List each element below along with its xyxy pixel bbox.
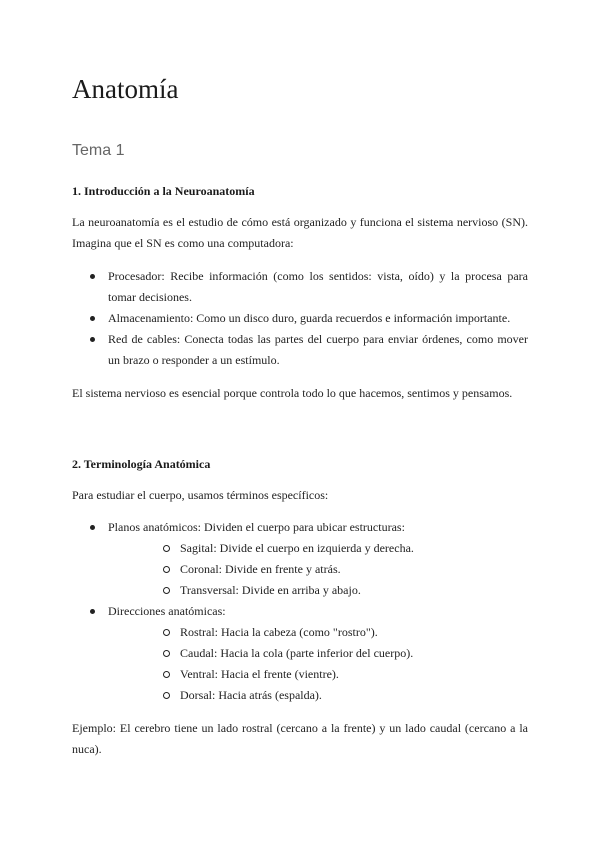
list-item: Red de cables: Conecta todas las partes del cuerpo para enviar órdenes, como mover un brazo o responder a un estímulo. (72, 329, 528, 371)
section-1-closing: El sistema nervioso es esencial porque controla todo lo que hacemos, sentimos y pensamos. (72, 386, 513, 400)
sub-list-direcciones (108, 622, 528, 706)
sub-list-item: Dorsal: Hacia atrás (espalda). (108, 685, 528, 706)
sub-list-item: Ventral: Hacia el frente (vientre). (108, 664, 528, 685)
section-2-intro: Para estudiar el cuerpo, usamos términos específicos: (72, 488, 329, 502)
list-item-planos (72, 517, 528, 601)
sub-list-planos (108, 538, 528, 601)
section-1-intro: La neuroanatomía es el estudio de cómo está organizado y funciona el sistema nervioso (SN). Imagina que el SN es como una computadora: (72, 215, 528, 250)
document-title: Anatomía (72, 74, 179, 104)
section-2-list (72, 517, 528, 706)
list-item: Almacenamiento: Como un disco duro, guarda recuerdos e información importante. (72, 308, 528, 329)
sub-list-item: Sagital: Divide el cuerpo en izquierda y derecha. (108, 538, 528, 559)
section-1-heading: 1. Introducción a la Neuroanatomía (72, 184, 255, 198)
list-item-label: Planos anatómicos: Dividen el cuerpo para ubicar estructuras: (108, 520, 405, 534)
sub-list-item: Caudal: Hacia la cola (parte inferior del cuerpo). (108, 643, 528, 664)
list-item-direcciones (72, 601, 528, 706)
list-item-label: Direcciones anatómicas: (108, 604, 226, 618)
section-2-heading: 2. Terminología Anatómica (72, 457, 211, 471)
sub-list-item: Rostral: Hacia la cabeza (como "rostro"). (108, 622, 528, 643)
section-1-bullet-list (72, 266, 528, 371)
list-item: Procesador: Recibe información (como los sentidos: vista, oído) y la procesa para tomar decisiones. (72, 266, 528, 308)
sub-list-item: Transversal: Divide en arriba y abajo. (108, 580, 528, 601)
document-subtitle: Tema 1 (72, 142, 125, 159)
sub-list-item: Coronal: Divide en frente y atrás. (108, 559, 528, 580)
section-2-example: Ejemplo: El cerebro tiene un lado rostral (cercano a la frente) y un lado caudal (cercano a la nuca). (72, 721, 528, 756)
